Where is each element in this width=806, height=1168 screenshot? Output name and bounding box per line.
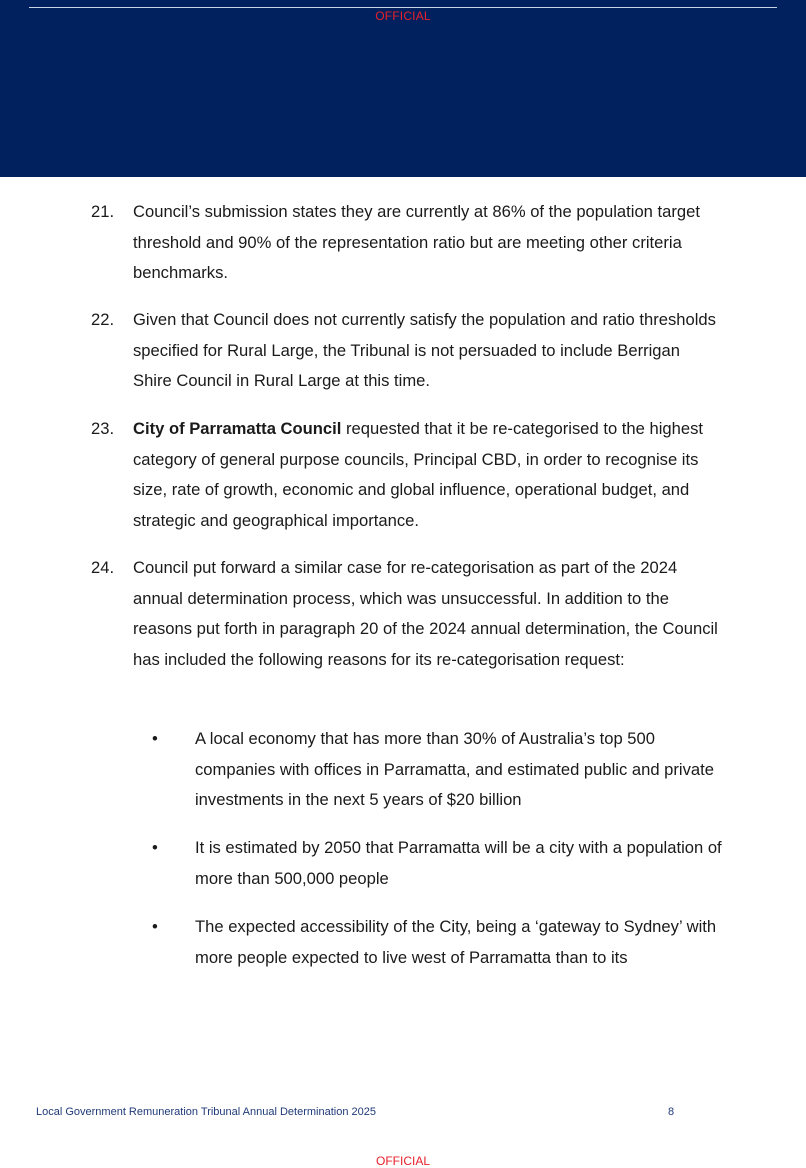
bullet-text: The expected accessibility of the City, being a ‘gateway to Sydney’ with more people expected to live west of Parramatta than to its xyxy=(195,917,717,967)
classification-label-bottom: OFFICIAL xyxy=(375,1154,430,1168)
paragraph-number: 22. xyxy=(91,310,115,329)
bullet-marker: • xyxy=(152,729,158,748)
paragraph-number: 23. xyxy=(91,419,115,438)
paragraph-text xyxy=(133,414,723,536)
bullet-text: It is estimated by 2050 that Parramatta will be a city with a population of more than 500,000 people xyxy=(195,838,722,888)
bullet-marker: • xyxy=(152,917,158,936)
paragraph-text-rest: requested that it be re-categorised to the highest category of general purpose councils, Principal CBD, in order to recognise its size, rate of growth, economic and global influence, operational budget, and strategic and geographical importance. xyxy=(133,419,703,530)
bullet-text: A local economy that has more than 30% of Australia’s top 500 companies with offices in Parramatta, and estimated public and private investments in the next 5 years of $20 billion xyxy=(195,729,714,809)
paragraph-text: Given that Council does not currently satisfy the population and ratio thresholds specified for Rural Large, the Tribunal is not persuaded to include Berrigan Shire Council in Rural Large at this time. xyxy=(133,310,716,390)
classification-label-top: OFFICIAL xyxy=(375,9,431,23)
bullet-marker: • xyxy=(152,838,158,857)
footer-title: Local Government Remuneration Tribunal Annual Determination 2025 xyxy=(36,1106,376,1118)
paragraph-text: Council put forward a similar case for re-categorisation as part of the 2024 annual determination process, which was unsuccessful. In addition to the reasons put forth in paragraph 20 of the 2024 annual determination, the Council has included the following reasons for its re-categorisation request: xyxy=(133,558,718,669)
paragraph-number: 21. xyxy=(91,202,115,221)
paragraph-text: Council’s submission states they are currently at 86% of the population target threshold and 90% of the representation ratio but are meeting other criteria benchmarks. xyxy=(133,202,700,282)
page-number: 8 xyxy=(668,1106,675,1118)
council-name: City of Parramatta Council xyxy=(133,419,342,438)
paragraph-number: 24. xyxy=(91,558,115,577)
header-band xyxy=(0,0,806,177)
header-rule xyxy=(29,7,777,8)
